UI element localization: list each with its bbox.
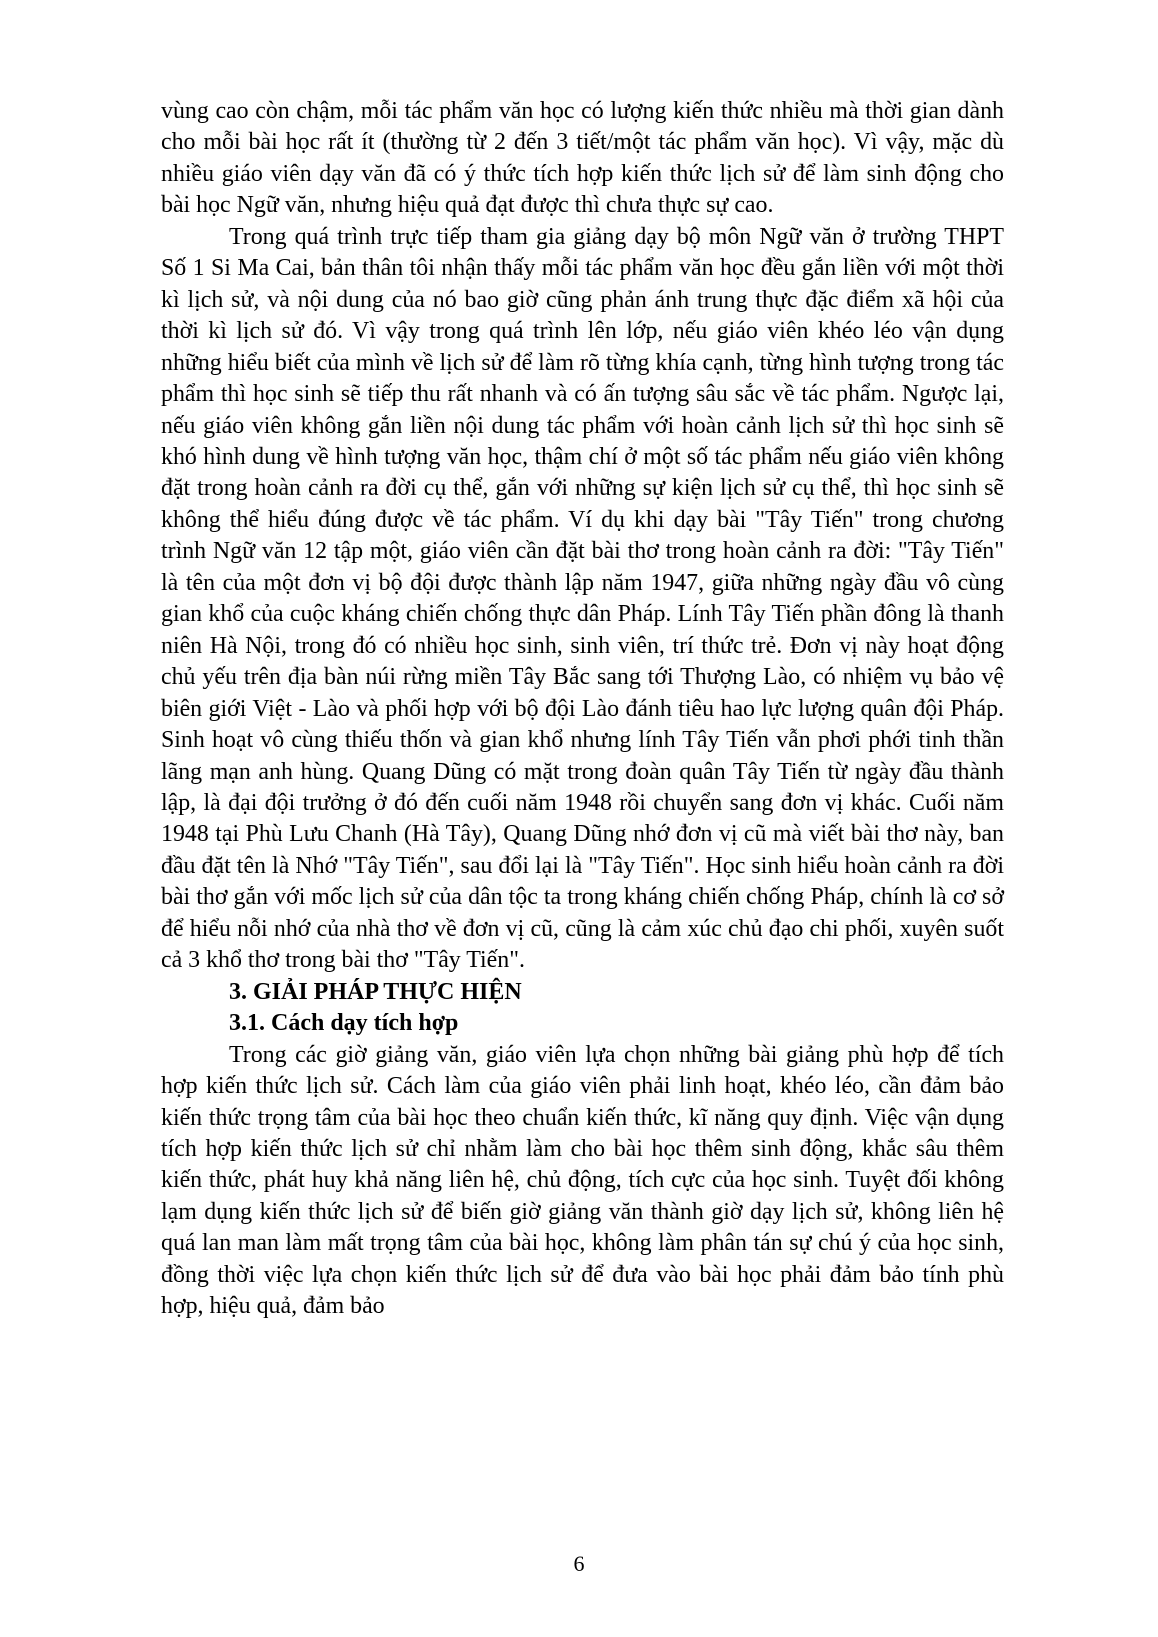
page-body [161,96,1004,1323]
subsection-heading: 3.1. Cách dạy tích hợp [229,1010,459,1037]
body-paragraph-1: vùng cao còn chậm, mỗi tác phẩm văn học có lượng kiến thức nhiều mà thời gian dành cho mỗi bài học rất ít (thường từ 2 đến 3 tiết/một tác phẩm văn học). Vì vậy, mặc dù nhiều giáo viên dạy văn đã có ý thức tích hợp kiến thức lịch sử để làm sinh động cho bài học Ngữ văn, nhưng hiệu quả đạt được thì chưa thực sự cao. [161,98,1004,219]
body-paragraph-2: Trong quá trình trực tiếp tham gia giảng dạy bộ môn Ngữ văn ở trường THPT Số 1 Si Ma Cai, bản thân tôi nhận thấy mỗi tác phẩm văn học đều gắn liền với một thời kì lịch sử, và nội dung của nó bao giờ cũng phản ánh trung thực đặc điểm xã hội của thời kì lịch sử đó. Vì vậy trong quá trình lên lớp, nếu giáo viên khéo léo vận dụng những hiểu biết của mình về lịch sử để làm rõ từng khía cạnh, từng hình tượng trong tác phẩm thì học sinh sẽ tiếp thu rất nhanh và có ấn tượng sâu sắc về tác phẩm. Ngược lại, nếu giáo viên không gắn liền nội dung tác phẩm với hoàn cảnh lịch sử thì học sinh sẽ khó hình dung về hình tượng văn học, thậm chí ở một số tác phẩm nếu giáo viên không đặt trong hoàn cảnh ra đời cụ thể, gắn với những sự kiện lịch sử cụ thể, thì học sinh sẽ không thể hiểu đúng được về tác phẩm. Ví dụ khi dạy bài "Tây Tiến" trong chương trình Ngữ văn 12 tập một, giáo viên cần đặt bài thơ trong hoàn cảnh ra đời: "Tây Tiến" là tên của một đơn vị bộ đội được thành lập năm 1947, giữa những ngày đầu vô cùng gian khổ của cuộc kháng chiến chống thực dân Pháp. Lính Tây Tiến phần đông là thanh niên Hà Nội, trong đó có nhiều học sinh, sinh viên, trí thức trẻ. Đơn vị này hoạt động chủ yếu trên địa bàn núi rừng miền Tây Bắc sang tới Thượng Lào, có nhiệm vụ bảo vệ biên giới Việt - Lào và phối hợp với bộ đội Lào đánh tiêu hao lực lượng quân đội Pháp. Sinh hoạt vô cùng thiếu thốn và gian khổ nhưng lính Tây Tiến vẫn phơi phới tinh thần lãng mạn anh hùng. Quang Dũng có mặt trong đoàn quân Tây Tiến từ ngày đầu thành lập, là đại đội trưởng ở đó đến cuối năm 1948 rồi chuyển sang đơn vị khác. Cuối năm 1948 tại Phù Lưu Chanh (Hà Tây), Quang Dũng nhớ đơn vị cũ mà viết bài thơ này, ban đầu đặt tên là Nhớ "Tây Tiến", sau đổi lại là "Tây Tiến". Học sinh hiểu hoàn cảnh ra đời bài thơ gắn với mốc lịch sử của dân tộc ta trong kháng chiến chống Pháp, chính là cơ sở để hiểu nỗi nhớ của nhà thơ về đơn vị cũ, cũng là cảm xúc chủ đạo chi phối, xuyên suốt cả 3 khổ thơ trong bài thơ "Tây Tiến". [161,223,1004,974]
page-number: 6 [573,1551,585,1576]
body-paragraph-3: Trong các giờ giảng văn, giáo viên lựa chọn những bài giảng phù hợp để tích hợp kiến thức lịch sử. Cách làm của giáo viên phải linh hoạt, khéo léo, cần đảm bảo kiến thức trọng tâm của bài học theo chuẩn kiến thức, kĩ năng quy định. Việc vận dụng tích hợp kiến thức lịch sử chỉ nhằm làm cho bài học thêm sinh động, khắc sâu thêm kiến thức, phát huy khả năng liên hệ, chủ động, tích cực của học sinh. Tuyệt đối không lạm dụng kiến thức lịch sử để biến giờ giảng văn thành giờ dạy lịch sử, không liên hệ quá lan man làm mất trọng tâm của bài học, không làm phân tán sự chú ý của học sinh, đồng thời việc lựa chọn kiến thức lịch sử để đưa vào bài học phải đảm bảo tính phù hợp, hiệu quả, đảm bảo [161,1041,1004,1320]
section-heading: 3. GIẢI PHÁP THỰC HIỆN [229,978,522,1005]
